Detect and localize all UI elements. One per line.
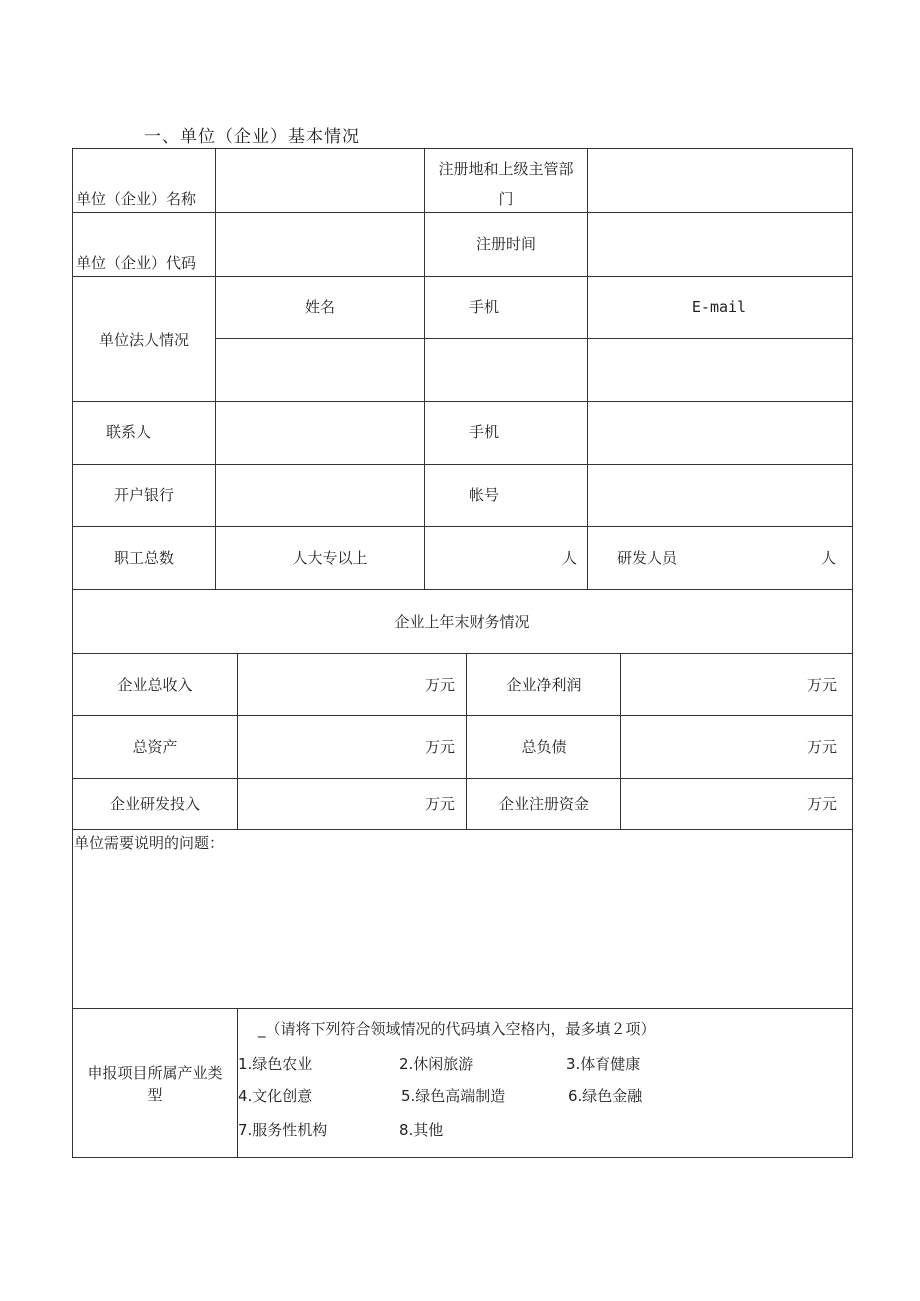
table-border-bottom [72, 1157, 853, 1158]
industry-option: 1.绿色农业 [238, 1055, 313, 1073]
wan-yuan-unit: 万元 [806, 738, 837, 756]
finance-label: 企业注册资金 [498, 795, 590, 813]
industry-code-field[interactable] [258, 1018, 280, 1040]
reg-dept-label-cont: 门 [498, 190, 514, 208]
industry-option: 7.服务性机构 [238, 1121, 328, 1139]
account-label: 帐号 [468, 486, 500, 504]
notes-label: 单位需要说明的问题： [74, 834, 225, 852]
bank-field[interactable] [216, 465, 423, 526]
unit-code-label: 单位（企业）代码 [76, 254, 197, 272]
industry-option: 3.体育健康 [566, 1055, 641, 1073]
basic-info-table [72, 148, 853, 1158]
wan-yuan-unit: 万元 [806, 676, 837, 694]
industry-option: 4.文化创意 [238, 1087, 313, 1105]
legal-rep-name-header: 姓名 [304, 298, 336, 316]
reg-time-label: 注册时间 [475, 235, 537, 253]
wan-yuan-unit: 万元 [806, 795, 837, 813]
legal-rep-phone-header: 手机 [468, 298, 500, 316]
account-field[interactable] [588, 465, 852, 526]
wan-yuan-unit: 万元 [424, 738, 455, 756]
staff-total-label: 职工总数 [113, 549, 175, 567]
col-divider [466, 653, 467, 829]
industry-option: 5.绿色高端制造 [401, 1087, 506, 1105]
section-title: 一、单位（企业）基本情况 [144, 127, 360, 147]
college-staff-label: 人大专以上 [292, 549, 368, 567]
notes-field[interactable] [73, 854, 852, 1008]
reg-time-field[interactable] [588, 213, 852, 276]
rd-person-unit: 人 [820, 549, 836, 567]
row-divider [72, 829, 853, 830]
unit-name-field[interactable] [216, 149, 423, 212]
unit-code-field[interactable] [216, 213, 423, 276]
finance-label: 企业净利润 [506, 676, 582, 694]
legal-rep-phone-field[interactable] [425, 339, 587, 401]
row-divider [72, 1008, 853, 1009]
contact-phone-field[interactable] [588, 402, 852, 464]
finance-label: 企业研发投入 [109, 795, 201, 813]
finance-label: 企业总收入 [117, 676, 193, 694]
wan-yuan-unit: 万元 [424, 795, 455, 813]
industry-label-cont: 型 [147, 1086, 163, 1104]
legal-rep-email-field[interactable] [588, 339, 852, 401]
bank-label: 开户银行 [113, 486, 175, 504]
finance-label: 总资产 [132, 738, 178, 756]
industry-label: 申报项目所属产业类 [87, 1064, 223, 1082]
finance-label: 总负债 [521, 738, 567, 756]
row-divider [72, 276, 853, 277]
contact-field[interactable] [216, 402, 423, 464]
industry-option: 8.其他 [399, 1121, 444, 1139]
person-unit: 人 [561, 549, 577, 567]
legal-rep-email-header: E-mail [691, 298, 747, 316]
row-divider [72, 589, 853, 590]
college-staff-field[interactable] [425, 527, 567, 589]
reg-dept-field[interactable] [588, 149, 852, 212]
rd-staff-label: 研发人员 [617, 549, 678, 567]
contact-phone-label: 手机 [468, 423, 500, 441]
industry-option: 6.绿色金融 [568, 1087, 643, 1105]
legal-rep-label: 单位法人情况 [98, 331, 190, 349]
finance-header: 企业上年末财务情况 [394, 613, 530, 631]
unit-name-label: 单位（企业）名称 [76, 190, 197, 208]
reg-dept-label: 注册地和上级主管部 [438, 160, 574, 178]
contact-label: 联系人 [106, 423, 152, 441]
industry-option: 2.休闲旅游 [399, 1055, 474, 1073]
industry-instruction: _（请将下列符合领域情况的代码填入空格内，最多填２项） [258, 1020, 656, 1038]
rd-staff-field[interactable] [687, 527, 817, 589]
wan-yuan-unit: 万元 [424, 676, 455, 694]
legal-rep-name-field[interactable] [216, 339, 423, 401]
